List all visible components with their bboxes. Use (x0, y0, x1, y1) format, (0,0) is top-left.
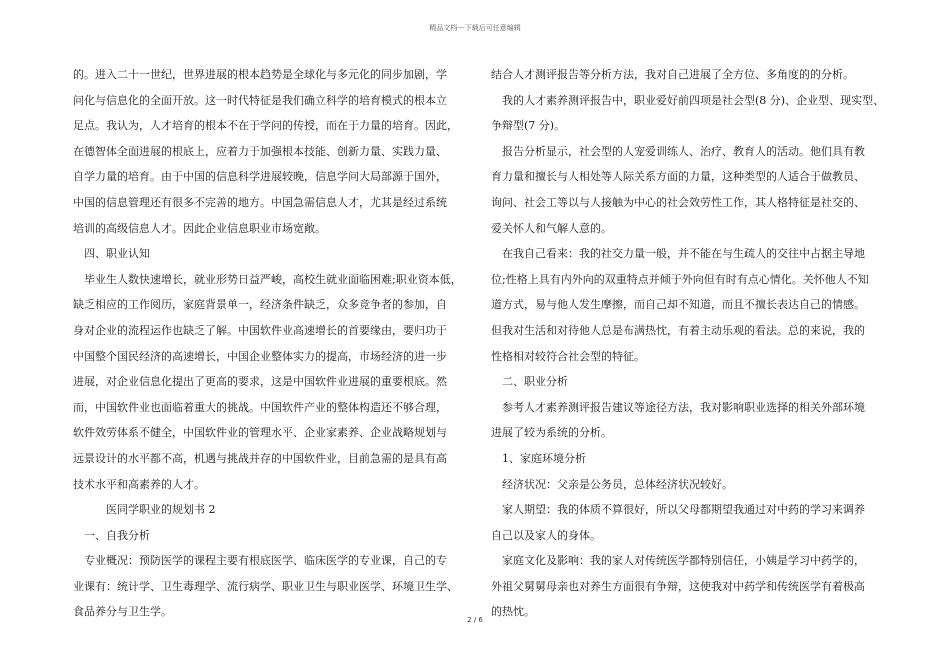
text-line: 自己以及家人的身体。 (491, 528, 601, 542)
text-line: 家庭文化及影响：我的家人对传统医学都特别信任，小姨是学习中药学的， (491, 554, 865, 568)
text-line: 软件效劳体系不健全，中国软件业的管理水平、企业家素养、企业战略规划与 (73, 426, 447, 440)
text-line: 结合人才测评报告等分析方法，我对自己进展了全方位、多角度的的分析。 (491, 68, 854, 81)
text-line: 育力量和擅长与人相处等人际关系方面的力量，这种类型的人适合于做教员、 (491, 170, 865, 184)
page-header: 精品文档---下载后可任意编辑 (429, 24, 521, 32)
text-line: 在德智体全面进展的根底上，应着力于加强根本技能、创新力量、实践力量、 (73, 144, 447, 158)
left-column (73, 62, 468, 625)
text-line: 足点。我认为，人才培育的根本不在于学问的传授，而在于力量的培育。因此， (73, 119, 458, 133)
text-line: 缺乏相应的工作阅历，家庭背景单一，经济条件缺乏，众多竞争者的参加，自 (73, 298, 447, 312)
text-line: 进展了较为系统的分析。 (491, 426, 612, 440)
text-line: 但我对生活和对待他人总是布满热忱，有着主动乐观的看法。总的来说，我的 (491, 323, 865, 337)
text-line: 争辩型(7 分)。 (491, 119, 566, 133)
text-line: 中国整个国民经济的高速增长，中国企业整体实力的提高，市场经济的进一步 (73, 349, 447, 363)
text-line: 二、职业分析 (491, 375, 568, 389)
text-line: 毕业生人数快速增长，就业形势日益严峻，高校生就业面临困难;职业资本低， (73, 272, 462, 286)
text-line: 家人期望：我的体质不算很好，所以父母都期望我通过对中药的学习来调养 (491, 503, 865, 517)
text-line: 进展，对企业信息化提出了更高的要求，这是中国软件业进展的重要根底。然 (73, 375, 447, 389)
text-line: 培训的高级信息人才。因此企业信息职业市场宽敞。 (73, 221, 326, 235)
text-line: 自学力量的培育。由于中国的信息科学进展较晚，信息学问大局部源于国外， (73, 170, 447, 184)
text-line: 报告分析显示，社会型的人宠爱训练人、治疗、教育人的活动。他们具有教 (491, 144, 865, 158)
text-line: 专业概况：预防医学的课程主要有根底医学、临床医学的专业课，自己的专 (73, 554, 447, 568)
text-line: 位;性格上具有内外向的双重特点并倾于外向但有时有点心情化。关怀他人不知 (491, 272, 869, 286)
page-number: 2 / 6 (467, 616, 483, 624)
text-line: 参考人才素养测评报告建议等途径方法，我对影响职业选择的相关外部环境 (491, 400, 865, 414)
text-line: 业课有：统计学、卫生毒理学、流行病学、职业卫生与职业医学、环境卫生学、 (73, 579, 458, 593)
text-line: 性格相对较符合社会型的特征。 (491, 349, 645, 363)
text-line: 1、家庭环境分析 (491, 451, 586, 465)
text-line: 远景设计的水平都不高，机遇与挑战并存的中国软件业，目前急需的是具有高 (73, 451, 447, 465)
text-line: 外祖父舅舅母亲也对养生方面很有争辩，这使我对中药学和传统医学有着极高 (491, 579, 865, 593)
text-line: 我的人才素养测评报告中，职业爱好前四项是社会型(8 分)、企业型、现实型、 (491, 93, 885, 107)
text-line: 询问、社会工等以与人接触为中心的社会效劳性工作，其人格特征是社交的、 (491, 195, 865, 209)
text-line: 而，中国软件业也面临着重大的挑战。中国软件产业的整体构造还不够合理， (73, 400, 447, 414)
text-line: 的。进入二十一世纪，世界进展的根本趋势是全球化与多元化的同步加剧，学 (73, 68, 447, 81)
text-line: 四、职业认知 (73, 247, 150, 261)
text-line: 食品养分与卫生学。 (73, 605, 172, 619)
text-line: 经济状况：父亲是公务员，总体经济状况较好。 (491, 477, 733, 491)
text-line: 在我自己看来：我的社交力量一般，并不能在与生疏人的交往中占据主导地 (491, 247, 865, 261)
text-line: 道方式，易与他人发生摩擦，而自己却不知道，而且不擅长表达自己的情感。 (491, 298, 865, 312)
text-line: 一、自我分析 (73, 528, 150, 542)
right-column (491, 62, 886, 625)
text-line: 问化与信息化的全面开放。这一时代特征是我们确立科学的培育模式的根本立 (73, 93, 447, 107)
text-line: 技术水平和高素养的人才。 (73, 477, 205, 491)
text-line: 医同学职业的规划书 2 (73, 503, 216, 517)
text-line: 爱关怀人和气解人意的。 (491, 221, 612, 235)
text-line: 的热忱。 (491, 605, 535, 619)
text-line: 中国的信息管理还有很多不完善的地方。中国急需信息人才，尤其是经过系统 (73, 195, 447, 209)
text-line: 身对企业的流程运作也缺乏了解。中国软件业高速增长的首要缘由，要归功于 (73, 323, 447, 337)
